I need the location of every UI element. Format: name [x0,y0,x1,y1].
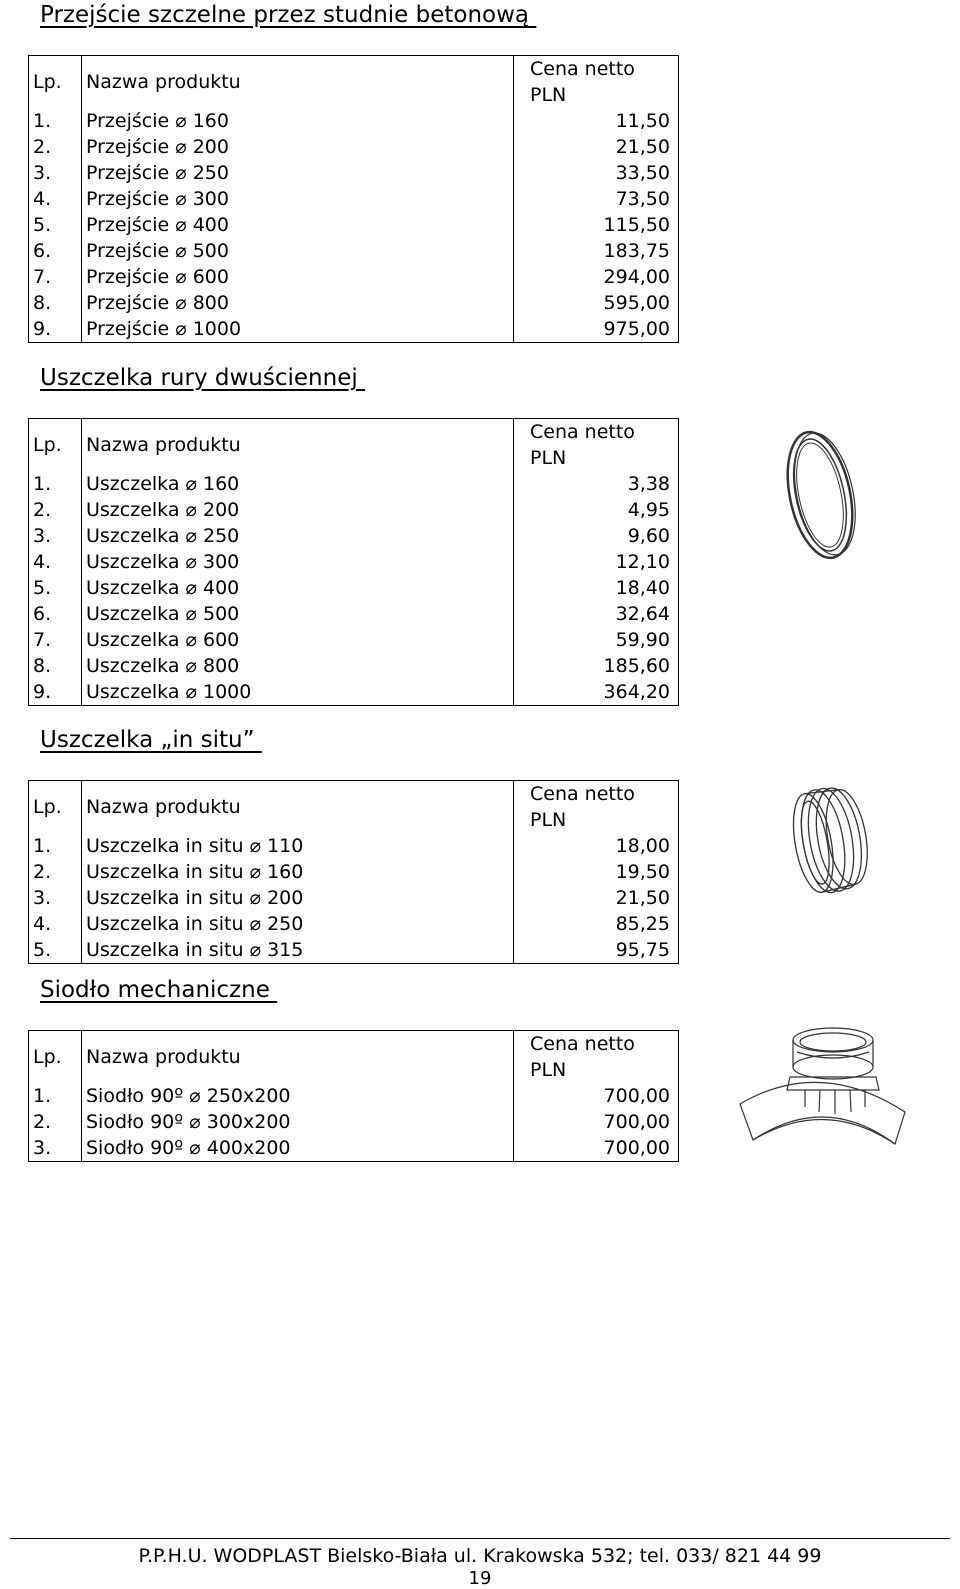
header-name: Nazwa produktu [82,1031,514,1084]
row-lp: 7. [29,627,82,653]
row-name: Przejście ⌀ 160 [82,108,514,134]
header-lp: Lp. [29,781,82,834]
header-lp: Lp. [29,1031,82,1084]
row-name: Przejście ⌀ 500 [82,238,514,264]
in-situ-gasket-icon [785,780,875,900]
row-lp: 8. [29,653,82,679]
row-name: Uszczelka ⌀ 200 [82,497,514,523]
row-name: Uszczelka ⌀ 160 [82,471,514,497]
section-title-siodlo: Siodło mechaniczne [40,977,278,1003]
row-lp: 6. [29,238,82,264]
row-name: Uszczelka ⌀ 800 [82,653,514,679]
row-name: Siodło 90º ⌀ 250x200 [82,1083,514,1109]
row-price: 700,00 [514,1135,679,1162]
table-row [29,290,679,316]
row-price: 700,00 [514,1083,679,1109]
price-table-uszczelka-dwuscienna [28,418,679,706]
table-row [29,627,679,653]
page-number: 19 [468,1568,492,1589]
row-name: Uszczelka ⌀ 600 [82,627,514,653]
table-header-row [29,56,679,109]
row-lp: 1. [29,471,82,497]
table-row [29,316,679,343]
row-lp: 3. [29,885,82,911]
row-lp: 3. [29,160,82,186]
row-price: 294,00 [514,264,679,290]
row-name: Uszczelka in situ ⌀ 200 [82,885,514,911]
header-lp: Lp. [29,56,82,109]
row-price: 364,20 [514,679,679,706]
row-lp: 4. [29,911,82,937]
row-name: Uszczelka ⌀ 1000 [82,679,514,706]
row-lp: 9. [29,679,82,706]
section-title-uszczelka-dwuscienna: Uszczelka rury dwuściennej [40,365,366,391]
row-lp: 4. [29,186,82,212]
footer-divider [10,1538,950,1539]
table-row [29,549,679,575]
table-row [29,937,679,964]
header-name: Nazwa produktu [82,781,514,834]
row-lp: 3. [29,523,82,549]
price-table-przejscie [28,55,679,343]
table-row [29,134,679,160]
header-price: Cena netto PLN [514,1031,679,1084]
row-price: 18,40 [514,575,679,601]
table-row [29,1109,679,1135]
row-price: 73,50 [514,186,679,212]
table-row [29,1135,679,1162]
row-price: 185,60 [514,653,679,679]
row-name: Uszczelka ⌀ 300 [82,549,514,575]
section-title-przejscie: Przejście szczelne przez studnie betonową [40,2,537,28]
row-lp: 9. [29,316,82,343]
table-row [29,885,679,911]
row-lp: 2. [29,134,82,160]
row-name: Uszczelka ⌀ 500 [82,601,514,627]
saddle-fitting-icon [735,1022,915,1152]
header-price: Cena netto PLN [514,781,679,834]
row-name: Uszczelka ⌀ 250 [82,523,514,549]
row-name: Przejście ⌀ 200 [82,134,514,160]
row-lp: 2. [29,497,82,523]
row-price: 21,50 [514,134,679,160]
row-price: 115,50 [514,212,679,238]
table-row [29,575,679,601]
row-name: Siodło 90º ⌀ 400x200 [82,1135,514,1162]
row-lp: 1. [29,108,82,134]
header-price: Cena netto PLN [514,419,679,472]
row-price: 9,60 [514,523,679,549]
row-name: Uszczelka ⌀ 400 [82,575,514,601]
table-header-row [29,419,679,472]
table-row [29,911,679,937]
gasket-ring-icon [770,420,870,570]
row-price: 95,75 [514,937,679,964]
table-row [29,653,679,679]
price-table-siodlo [28,1030,679,1162]
row-name: Przejście ⌀ 300 [82,186,514,212]
row-price: 19,50 [514,859,679,885]
header-name: Nazwa produktu [82,56,514,109]
row-name: Uszczelka in situ ⌀ 250 [82,911,514,937]
row-price: 18,00 [514,833,679,859]
row-price: 12,10 [514,549,679,575]
row-lp: 3. [29,1135,82,1162]
row-price: 4,95 [514,497,679,523]
row-price: 975,00 [514,316,679,343]
table-row [29,601,679,627]
row-name: Przejście ⌀ 1000 [82,316,514,343]
header-lp: Lp. [29,419,82,472]
row-price: 59,90 [514,627,679,653]
row-price: 85,25 [514,911,679,937]
row-name: Przejście ⌀ 600 [82,264,514,290]
footer-company: P.P.H.U. WODPLAST Bielsko-Biała ul. Krakowska 532; tel. 033/ 821 44 99 [138,1545,822,1567]
row-price: 32,64 [514,601,679,627]
table-row [29,833,679,859]
section-title-in-situ: Uszczelka „in situ” [40,727,262,753]
row-name: Uszczelka in situ ⌀ 315 [82,937,514,964]
row-name: Siodło 90º ⌀ 300x200 [82,1109,514,1135]
row-price: 21,50 [514,885,679,911]
table-row [29,523,679,549]
row-price: 700,00 [514,1109,679,1135]
row-price: 11,50 [514,108,679,134]
row-name: Uszczelka in situ ⌀ 160 [82,859,514,885]
price-table-in-situ [28,780,679,964]
row-lp: 7. [29,264,82,290]
row-lp: 4. [29,549,82,575]
row-lp: 5. [29,212,82,238]
header-name: Nazwa produktu [82,419,514,472]
table-row [29,160,679,186]
row-lp: 6. [29,601,82,627]
header-price: Cena netto PLN [514,56,679,109]
table-row [29,238,679,264]
row-lp: 5. [29,937,82,964]
table-row [29,212,679,238]
row-price: 3,38 [514,471,679,497]
row-name: Przejście ⌀ 250 [82,160,514,186]
row-lp: 1. [29,1083,82,1109]
row-name: Uszczelka in situ ⌀ 110 [82,833,514,859]
table-row [29,471,679,497]
row-name: Przejście ⌀ 400 [82,212,514,238]
table-row [29,679,679,706]
table-row [29,497,679,523]
table-row [29,108,679,134]
table-row [29,859,679,885]
table-header-row [29,781,679,834]
table-header-row [29,1031,679,1084]
row-lp: 8. [29,290,82,316]
table-row [29,264,679,290]
row-price: 183,75 [514,238,679,264]
row-price: 33,50 [514,160,679,186]
row-lp: 2. [29,859,82,885]
table-row [29,1083,679,1109]
row-lp: 1. [29,833,82,859]
row-lp: 2. [29,1109,82,1135]
row-name: Przejście ⌀ 800 [82,290,514,316]
table-row [29,186,679,212]
row-price: 595,00 [514,290,679,316]
row-lp: 5. [29,575,82,601]
